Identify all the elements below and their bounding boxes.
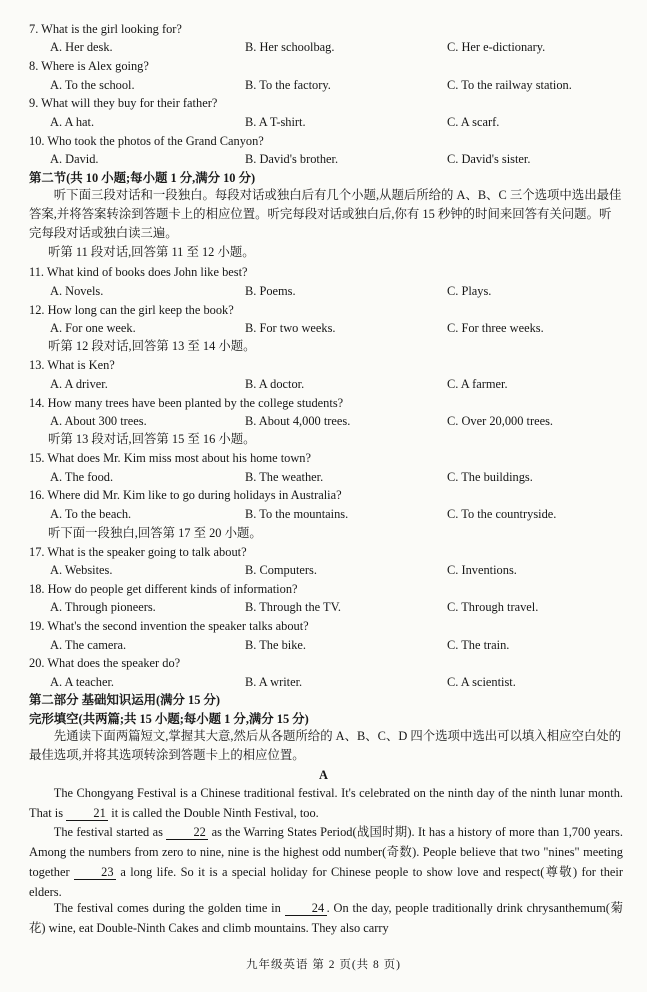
paragraph-2-end: a long life. So it is a special holiday for Chinese people to show love and respect(尊敬) for their elders. — [29, 865, 623, 899]
option-7b: B. Her schoolbag. — [245, 40, 335, 54]
option-14a: A. About 300 trees. — [50, 414, 147, 428]
option-20c: C. A scientist. — [447, 675, 516, 689]
option-17a: A. Websites. — [50, 563, 113, 577]
option-12b: B. For two weeks. — [245, 321, 336, 335]
blank-24: 24 — [285, 901, 327, 916]
option-7a: A. Her desk. — [50, 40, 113, 54]
option-10a: A. David. — [50, 152, 99, 166]
question-12: 12. How long can the girl keep the book? — [29, 303, 234, 317]
option-11b: B. Poems. — [245, 284, 296, 298]
option-8a: A. To the school. — [50, 78, 135, 92]
option-14c: C. Over 20,000 trees. — [447, 414, 553, 428]
cloze-instruction: 先通读下面两篇短文,掌握其大意,然后从各题所给的 A、B、C、D 四个选项中选出可以填入相应空白处的最佳选项,并将其选项转涂到答题卡上的相应位置。 — [29, 729, 622, 762]
paragraph-2-middle: as the Warring States Period(战国时期). It has a history of more than 1,700 years. Among the numbers from zero to nine, nine is the highest odd number(奇数). People believe that two "nines" meeting together — [29, 825, 623, 879]
question-9: 9. What will they buy for their father? — [29, 96, 218, 110]
option-11a: A. Novels. — [50, 284, 104, 298]
question-14: 14. How many trees have been planted by the college students? — [29, 396, 344, 410]
option-19b: B. The bike. — [245, 638, 307, 652]
question-8: 8. Where is Alex going? — [29, 59, 149, 73]
option-18b: B. Through the TV. — [245, 600, 342, 614]
option-16c: C. To the countryside. — [447, 507, 557, 521]
option-20b: B. A writer. — [245, 675, 303, 689]
option-7c: C. Her e-dictionary. — [447, 40, 546, 54]
option-10b: B. David's brother. — [245, 152, 339, 166]
option-12c: C. For three weeks. — [447, 321, 544, 335]
paragraph-2-start: The festival started as — [53, 825, 167, 839]
page-footer: 九年级英语 第 2 页(共 8 页) — [245, 959, 402, 971]
question-18: 18. How do people get different kinds of information? — [29, 582, 298, 596]
option-15b: B. The weather. — [245, 470, 324, 484]
option-9c: C. A scarf. — [447, 115, 500, 129]
passage-paragraph-3 — [29, 898, 623, 938]
option-19c: C. The train. — [447, 638, 510, 652]
blank-21: 21 — [66, 806, 108, 821]
option-20a: A. A teacher. — [50, 675, 114, 689]
passage-paragraph-1 — [29, 783, 623, 823]
paragraph-1-start: The Chongyang Festival is a Chinese traditional festival. It's celebrated on the ninth day of the ninth lunar month. That is — [29, 786, 623, 820]
section-2-title: 第二节(共 10 小题;每小题 1 分,满分 10 分) — [29, 171, 256, 185]
option-9b: B. A T-shirt. — [245, 115, 306, 129]
option-11c: C. Plays. — [447, 284, 492, 298]
option-17b: B. Computers. — [245, 563, 317, 577]
dialog-13-heading: 听第 13 段对话,回答第 15 至 16 小题。 — [48, 432, 256, 446]
paragraph-3-start: The festival comes during the golden time in — [53, 901, 285, 915]
paragraph-3-end: . On the day, people traditionally drink chrysanthemum(菊花) wine, eat Double-Ninth Cakes and climb mountains. They also carry — [29, 901, 623, 935]
option-13b: B. A doctor. — [245, 377, 305, 391]
section-2-instruction: 听下面三段对话和一段独白。每段对话或独白后有几个小题,从题后所给的 A、B、C 三个选项中选出最佳答案,并将答案转涂到答题卡上的相应位置。听完每段对话或独白后,你有 15 秒钟的时间来回答有关问题。听完每段对话或独白读三遍。 — [29, 188, 622, 240]
question-7: 7. What is the girl looking for? — [29, 22, 182, 36]
paragraph-1-end: it is called the Double Ninth Festival, too. — [108, 806, 319, 820]
option-15c: C. The buildings. — [447, 470, 533, 484]
question-20: 20. What does the speaker do? — [29, 656, 181, 670]
question-11: 11. What kind of books does John like best? — [29, 265, 248, 279]
blank-23: 23 — [74, 865, 116, 880]
option-12a: A. For one week. — [50, 321, 136, 335]
option-9a: A. A hat. — [50, 115, 95, 129]
option-19a: A. The camera. — [50, 638, 127, 652]
blank-22: 22 — [166, 825, 208, 840]
monologue-heading: 听下面一段独白,回答第 17 至 20 小题。 — [48, 526, 262, 540]
option-18a: A. Through pioneers. — [50, 600, 156, 614]
passage-label: A — [319, 768, 328, 782]
passage-paragraph-2 — [29, 822, 623, 902]
dialog-11-heading: 听第 11 段对话,回答第 11 至 12 小题。 — [48, 245, 255, 259]
option-15a: A. The food. — [50, 470, 114, 484]
option-16a: A. To the beach. — [50, 507, 132, 521]
dialog-12-heading: 听第 12 段对话,回答第 13 至 14 小题。 — [48, 339, 256, 353]
question-15: 15. What does Mr. Kim miss most about his home town? — [29, 451, 311, 465]
option-8c: C. To the railway station. — [447, 78, 572, 92]
option-14b: B. About 4,000 trees. — [245, 414, 351, 428]
option-16b: B. To the mountains. — [245, 507, 349, 521]
question-19: 19. What's the second invention the speaker talks about? — [29, 619, 309, 633]
option-18c: C. Through travel. — [447, 600, 539, 614]
question-17: 17. What is the speaker going to talk about? — [29, 545, 247, 559]
question-16: 16. Where did Mr. Kim like to go during holidays in Australia? — [29, 488, 342, 502]
part-2-title: 第二部分 基础知识运用(满分 15 分) — [29, 693, 221, 707]
question-13: 13. What is Ken? — [29, 358, 115, 372]
option-17c: C. Inventions. — [447, 563, 517, 577]
option-10c: C. David's sister. — [447, 152, 531, 166]
option-13c: C. A farmer. — [447, 377, 508, 391]
option-8b: B. To the factory. — [245, 78, 331, 92]
option-13a: A. A driver. — [50, 377, 108, 391]
question-10: 10. Who took the photos of the Grand Canyon? — [29, 134, 264, 148]
cloze-title: 完形填空(共两篇;共 15 小题;每小题 1 分,满分 15 分) — [29, 712, 309, 726]
